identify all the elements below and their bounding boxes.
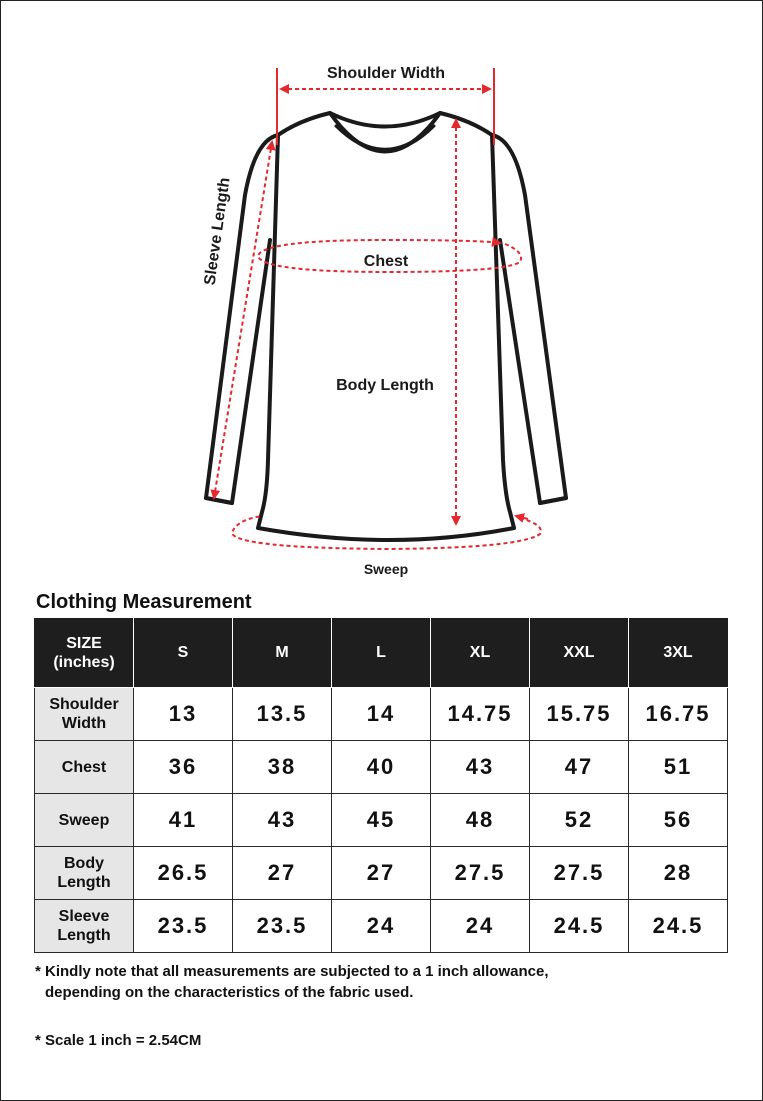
table-cell: 27.5 bbox=[530, 847, 629, 900]
table-cell: 14.75 bbox=[431, 688, 530, 741]
table-cell: 28 bbox=[629, 847, 728, 900]
table-cell: 13.5 bbox=[233, 688, 332, 741]
size-header-line2: (inches) bbox=[53, 654, 115, 671]
row-label-line1: Body bbox=[64, 855, 104, 872]
table-row bbox=[35, 847, 728, 900]
size-header-l: L bbox=[332, 619, 431, 688]
size-header-xxl: XXL bbox=[530, 619, 629, 688]
size-header-s: S bbox=[134, 619, 233, 688]
row-label-line2: Length bbox=[57, 927, 111, 944]
table-cell: 13 bbox=[134, 688, 233, 741]
row-label-body-length bbox=[35, 847, 134, 900]
table-cell: 15.75 bbox=[530, 688, 629, 741]
table-row bbox=[35, 900, 728, 953]
table-cell: 23.5 bbox=[233, 900, 332, 953]
table-cell: 27 bbox=[233, 847, 332, 900]
table-cell: 23.5 bbox=[134, 900, 233, 953]
shoulder-width-label: Shoulder Width bbox=[326, 65, 446, 82]
table-cell: 27 bbox=[332, 847, 431, 900]
sleeve-length-label: Sleeve Length bbox=[201, 176, 234, 287]
row-label-line2: Length bbox=[57, 874, 111, 891]
table-cell: 47 bbox=[530, 741, 629, 794]
allowance-note-line1: * Kindly note that all measurements are subjected to a 1 inch allowance, bbox=[35, 963, 549, 980]
table-row bbox=[35, 741, 728, 794]
tshirt-outline bbox=[206, 113, 566, 540]
table-cell: 24.5 bbox=[530, 900, 629, 953]
table-cell: 38 bbox=[233, 741, 332, 794]
table-cell: 45 bbox=[332, 794, 431, 847]
table-cell: 36 bbox=[134, 741, 233, 794]
table-row bbox=[35, 794, 728, 847]
table-cell: 40 bbox=[332, 741, 431, 794]
right-cuff bbox=[540, 498, 566, 503]
table-cell: 43 bbox=[233, 794, 332, 847]
size-header-xl: XL bbox=[431, 619, 530, 688]
body-length-label: Body Length bbox=[336, 377, 434, 394]
allowance-note-line2: depending on the characteristics of the fabric used. bbox=[45, 984, 414, 1001]
left-cuff bbox=[206, 498, 232, 503]
size-header-line1: SIZE bbox=[66, 635, 102, 652]
scale-note: * Scale 1 inch = 2.54CM bbox=[35, 1032, 202, 1049]
table-cell: 51 bbox=[629, 741, 728, 794]
row-label-line1: Sweep bbox=[58, 811, 110, 829]
table-cell: 24 bbox=[431, 900, 530, 953]
allowance-note bbox=[35, 961, 735, 1003]
table-cell: 16.75 bbox=[629, 688, 728, 741]
table-cell: 24 bbox=[332, 900, 431, 953]
table-cell: 41 bbox=[134, 794, 233, 847]
row-label-shoulder-width bbox=[35, 688, 134, 741]
table-cell: 43 bbox=[431, 741, 530, 794]
table-cell: 24.5 bbox=[629, 900, 728, 953]
size-header-m: M bbox=[233, 619, 332, 688]
row-label-sleeve-length bbox=[35, 900, 134, 953]
table-row bbox=[35, 688, 728, 741]
row-label-line1: Sleeve bbox=[58, 908, 110, 925]
size-header-3xl: 3XL bbox=[629, 619, 728, 688]
tshirt-body bbox=[258, 113, 514, 540]
table-cell: 27.5 bbox=[431, 847, 530, 900]
chest-label: Chest bbox=[363, 253, 409, 270]
sweep-label: Sweep bbox=[363, 561, 409, 577]
table-title: Clothing Measurement bbox=[36, 591, 252, 613]
table-header-row bbox=[35, 619, 728, 688]
table-cell: 26.5 bbox=[134, 847, 233, 900]
row-label-chest bbox=[35, 741, 134, 794]
table-cell: 52 bbox=[530, 794, 629, 847]
table-cell: 14 bbox=[332, 688, 431, 741]
row-label-line1: Shoulder bbox=[49, 696, 119, 713]
row-label-line1: Chest bbox=[61, 758, 107, 776]
collar-rib bbox=[342, 130, 428, 149]
row-label-sweep bbox=[35, 794, 134, 847]
table-cell: 48 bbox=[431, 794, 530, 847]
size-chart-table bbox=[34, 618, 728, 953]
row-label-line2: Width bbox=[61, 715, 107, 732]
size-unit-header bbox=[35, 619, 134, 688]
table-cell: 56 bbox=[629, 794, 728, 847]
